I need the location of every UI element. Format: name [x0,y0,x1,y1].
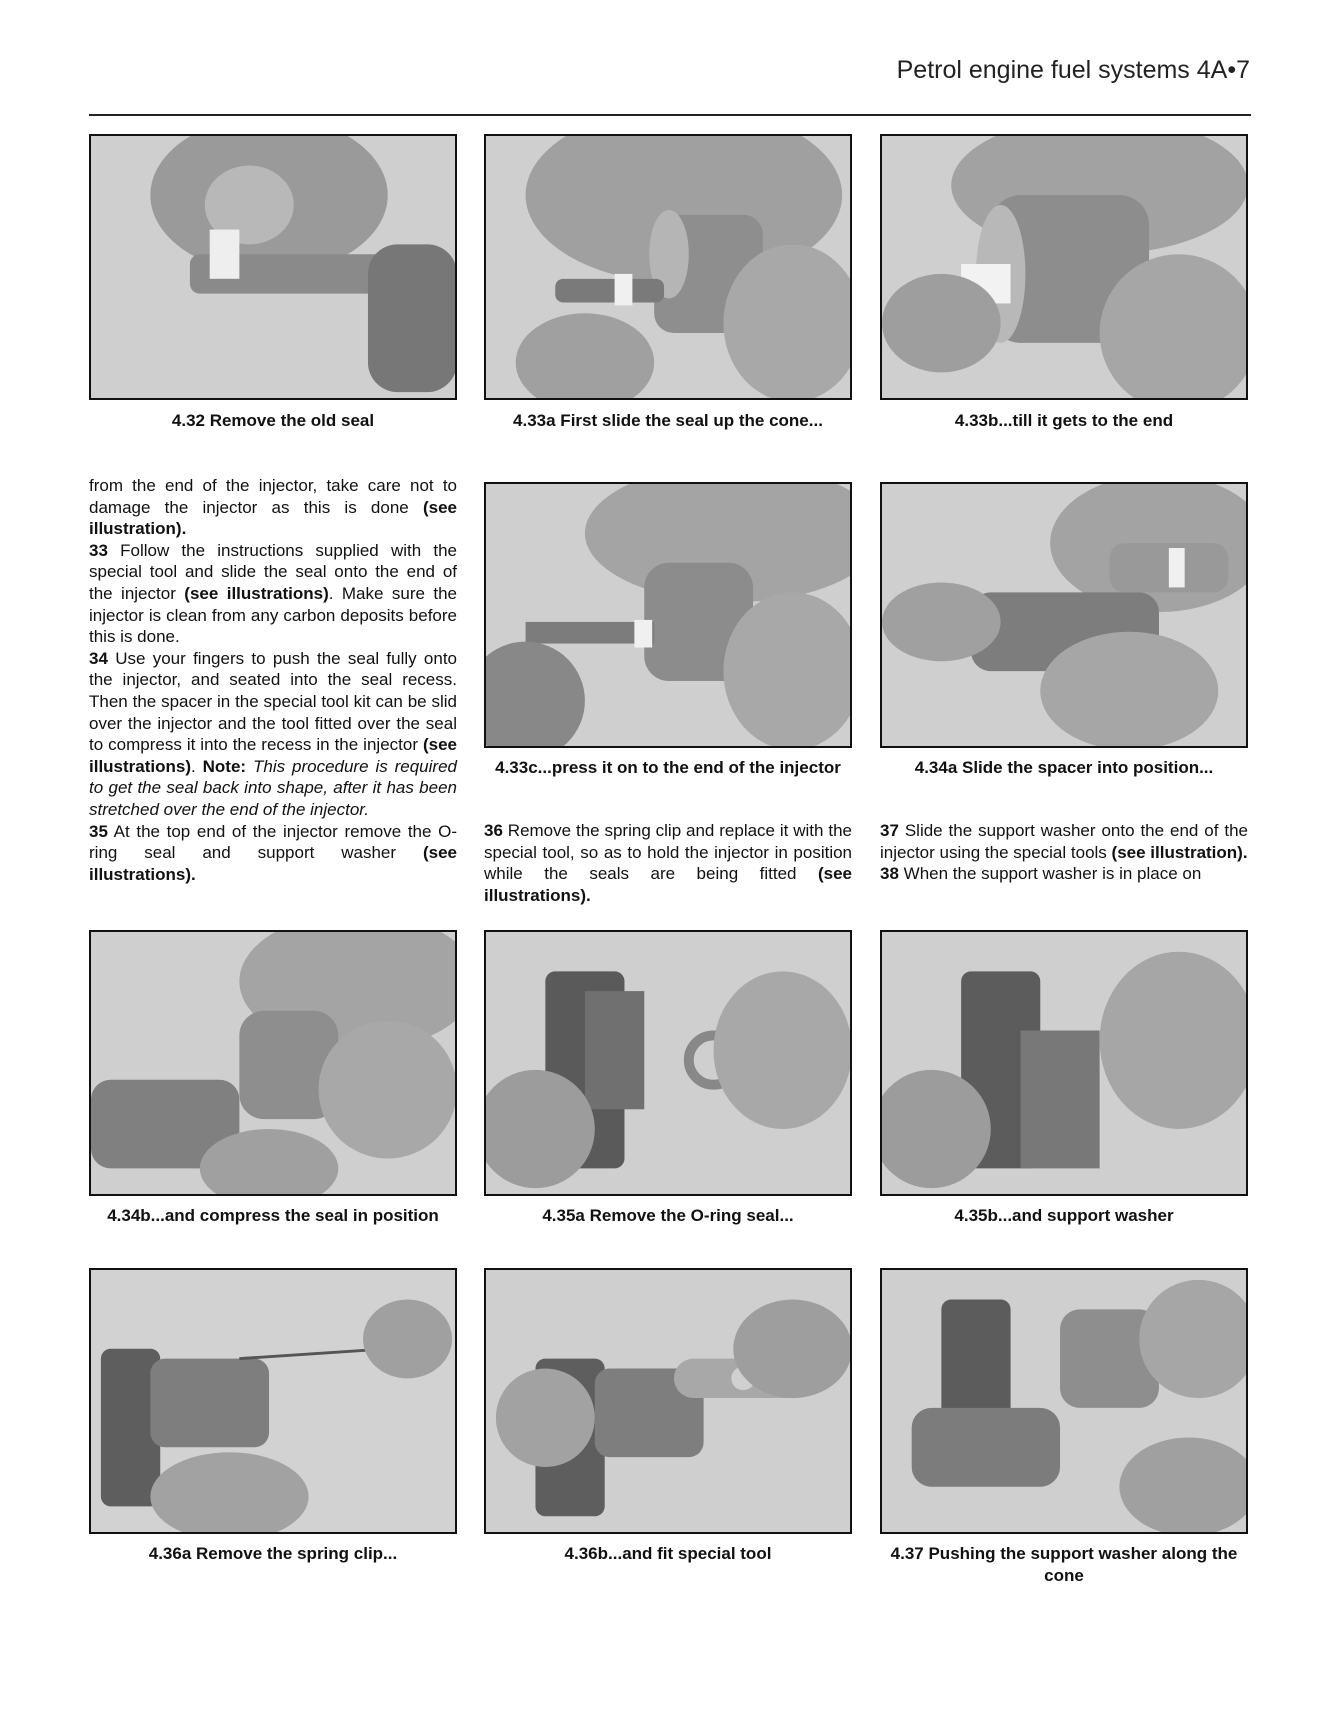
figure-4-36a-caption: 4.36a Remove the spring clip... [148,1544,398,1563]
figure-4-36b-photo [484,1268,852,1534]
figure-4-35b-caption: 4.35b...and support washer [954,1206,1174,1225]
page-header-title: Petrol engine fuel systems 4A•7 [896,56,1250,84]
figure-4-36b-caption: 4.36b...and fit special tool [564,1544,772,1563]
paragraph-36: 36 Remove the spring clip and replace it with the special tool, so as to hold the injector in position while the seals are being fitted (see illustrations). [484,821,852,905]
figure-4-33c-photo [484,482,852,748]
figure-4-35a-caption: 4.35a Remove the O-ring seal... [542,1206,794,1225]
figure-4-33b-caption: 4.33b...till it gets to the end [954,411,1174,430]
header-rule [89,114,1251,116]
figure-4-33c-caption: 4.33c...press it on to the end of the injector [495,758,841,777]
figure-4-36a-photo [89,1268,457,1534]
figure-4-32-photo [89,134,457,400]
figure-4-34b-caption: 4.34b...and compress the seal in position [107,1206,439,1225]
paragraph-32-continued: from the end of the injector, take care not to damage the injector as this is done (see illustration). [89,476,457,539]
figure-4-37-photo [880,1268,1248,1534]
figure-4-33b-photo [880,134,1248,400]
figure-4-35b-photo [880,930,1248,1196]
paragraph-37: 37 Slide the support washer onto the end of the injector using the special tools (see illustration). [880,821,1248,862]
paragraph-33: 33 Follow the instructions supplied with the special tool and slide the seal onto the end of the injector (see illustrations). Make sure the injector is clean from any carbon deposits before this is done. [89,540,457,647]
figure-4-37-caption: 4.37 Pushing the support washer along the cone [890,1544,1238,1585]
figure-4-34a-caption: 4.34a Slide the spacer into position... [914,758,1214,777]
figure-4-34a-photo [880,482,1248,748]
figure-4-33a-photo [484,134,852,400]
figure-4-34b-photo [89,930,457,1196]
text-column-middle [484,820,852,906]
text-column-left [89,475,457,885]
paragraph-38: 38 When the support washer is in place on [880,864,1202,884]
figure-4-35a-photo [484,930,852,1196]
text-column-right [880,820,1248,885]
figure-4-32-caption: 4.32 Remove the old seal [171,411,375,430]
paragraph-34: 34 Use your fingers to push the seal fully onto the injector, and seated into the seal recess. Then the spacer in the special tool kit can be slid over the injector and the tool fitted over the seal to compress it into the recess in the injector (see illustrations). Note: This procedure is required to get the seal back into shape, after it has been stretched over the end of the injector. [89,648,457,819]
paragraph-35: 35 At the top end of the injector remove the O-ring seal and support washer (see illustrations). [89,821,457,884]
figure-4-33a-caption: 4.33a First slide the seal up the cone... [513,411,823,430]
